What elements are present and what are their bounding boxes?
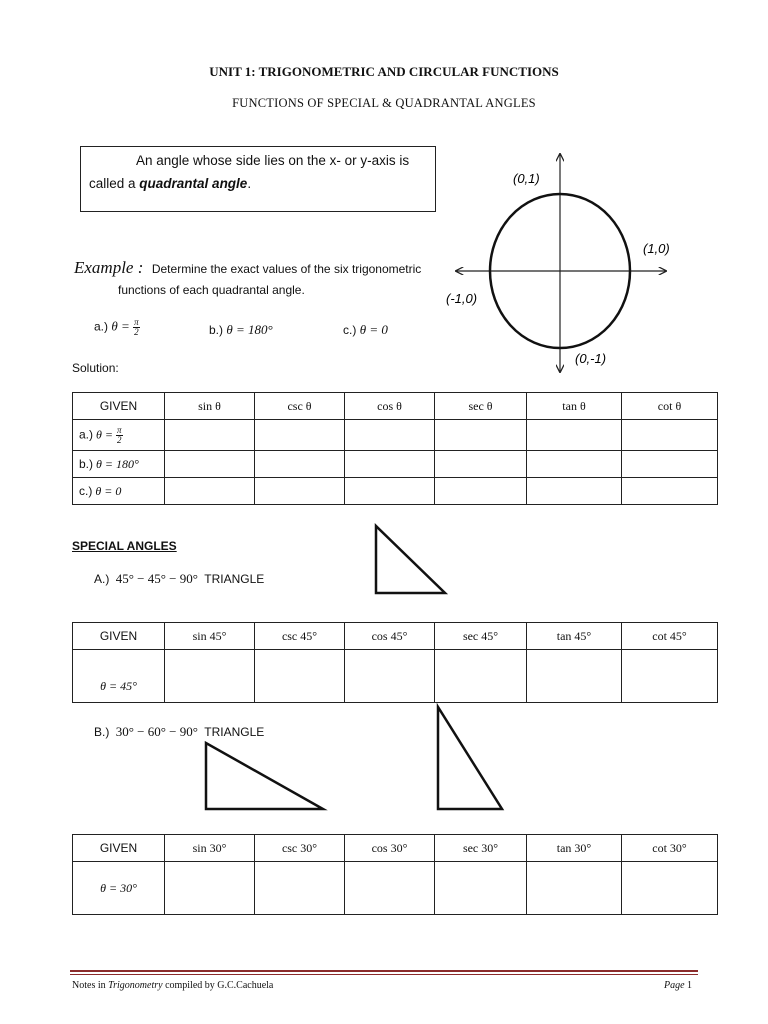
table-30 [72,834,718,915]
special-angles-heading: SPECIAL ANGLES [72,539,177,553]
header-sin: sin θ [165,393,255,420]
header-given: GIVEN [73,835,165,862]
example-line-1 [74,258,421,278]
answer-cell[interactable] [165,862,255,915]
definition-line-2: called a quadrantal angle. [89,176,252,191]
answer-cell[interactable] [435,420,527,451]
header-sec: sec 45° [435,623,527,650]
row-label-b: b.) θ = 180° [73,451,165,478]
label-top: (0,1) [513,171,540,186]
answer-cell[interactable] [255,451,345,478]
triangle-30-60-90-tall [432,702,508,814]
answer-cell[interactable] [165,650,255,703]
section-subtitle: FUNCTIONS OF SPECIAL & QUADRANTAL ANGLES [232,96,536,110]
row-label-a: a.) θ = $\frac{\pi}{2}$ [73,420,165,451]
header-tan: tan θ [527,393,622,420]
triangle-a-label: A.) 45° − 45° − 90° TRIANGLE [94,571,265,586]
answer-cell[interactable] [255,420,345,451]
example-item-c: c.) θ = 0 [343,322,388,337]
answer-cell[interactable] [165,478,255,505]
answer-cell[interactable] [255,478,345,505]
unit-title: UNIT 1: TRIGONOMETRIC AND CIRCULAR FUNCTIONS [209,64,559,79]
triangle-30-60-90-wide [200,738,330,814]
example-item-b: b.) θ = 180° [209,322,273,337]
answer-cell[interactable] [345,451,435,478]
definition-term: quadrantal angle [139,176,248,191]
row-label-45: θ = 45° [73,650,165,703]
answer-cell[interactable] [255,862,345,915]
table-row [73,862,718,915]
example-text-2: functions of each quadrantal angle. [118,283,305,297]
label-left: (-1,0) [446,291,478,306]
row-label-30: θ = 30° [73,862,165,915]
footer-rule-thin [70,974,698,975]
footer-credit: Notes in Trigonometry compiled by G.C.Cachuela [72,980,274,991]
header-csc: csc 45° [255,623,345,650]
table-header-row [73,393,718,420]
header-tan: tan 45° [527,623,622,650]
answer-cell[interactable] [622,650,718,703]
solution-label: Solution: [72,361,119,375]
header-sin: sin 30° [165,835,255,862]
answer-cell[interactable] [345,862,435,915]
answer-cell[interactable] [345,650,435,703]
triangle-b-label: B.) 30° − 60° − 90° TRIANGLE [94,724,265,739]
header-tan: tan 30° [527,835,622,862]
unit-circle-diagram [440,150,680,375]
answer-cell[interactable] [527,862,622,915]
answer-cell[interactable] [622,420,718,451]
header-cot: cot 45° [622,623,718,650]
table-row [73,451,718,478]
answer-cell[interactable] [622,862,718,915]
header-cos: cos θ [345,393,435,420]
answer-cell[interactable] [527,451,622,478]
definition-box [80,146,436,212]
answer-cell[interactable] [435,650,527,703]
answer-cell[interactable] [165,451,255,478]
page-number: 1 [687,980,693,991]
triangle-45-45-90 [370,520,450,598]
table-row [73,478,718,505]
header-cot: cot θ [622,393,718,420]
header-sec: sec θ [435,393,527,420]
table-row [73,420,718,451]
header-sin: sin 45° [165,623,255,650]
header-given: GIVEN [73,393,165,420]
answer-cell[interactable] [345,478,435,505]
header-cos: cos 45° [345,623,435,650]
answer-cell[interactable] [622,451,718,478]
table-header-row [73,835,718,862]
answer-cell[interactable] [527,420,622,451]
answer-cell[interactable] [435,451,527,478]
header-cot: cot 30° [622,835,718,862]
answer-cell[interactable] [165,420,255,451]
header-csc: csc 30° [255,835,345,862]
row-label-c: c.) θ = 0 [73,478,165,505]
label-right: (1,0) [643,241,670,256]
answer-cell[interactable] [435,862,527,915]
example-label: Example : [74,258,144,277]
example-text-1: Determine the exact values of the six trigonometric [151,262,422,276]
footer-page: Page 1 [664,980,693,991]
table-header-row [73,623,718,650]
table-row [73,650,718,703]
definition-line-1: An angle whose side lies on the x- or y-axis is [136,153,410,168]
label-bottom: (0,-1) [575,351,607,366]
answer-cell[interactable] [622,478,718,505]
header-sec: sec 30° [435,835,527,862]
footer-rule [70,970,698,972]
quadrantal-table [72,392,718,505]
header-csc: csc θ [255,393,345,420]
answer-cell[interactable] [527,478,622,505]
header-given: GIVEN [73,623,165,650]
header-cos: cos 30° [345,835,435,862]
answer-cell[interactable] [345,420,435,451]
answer-cell[interactable] [435,478,527,505]
example-item-a: a.) θ = $\frac{\pi}{2}$ [94,317,139,337]
table-45 [72,622,718,703]
answer-cell[interactable] [527,650,622,703]
answer-cell[interactable] [255,650,345,703]
